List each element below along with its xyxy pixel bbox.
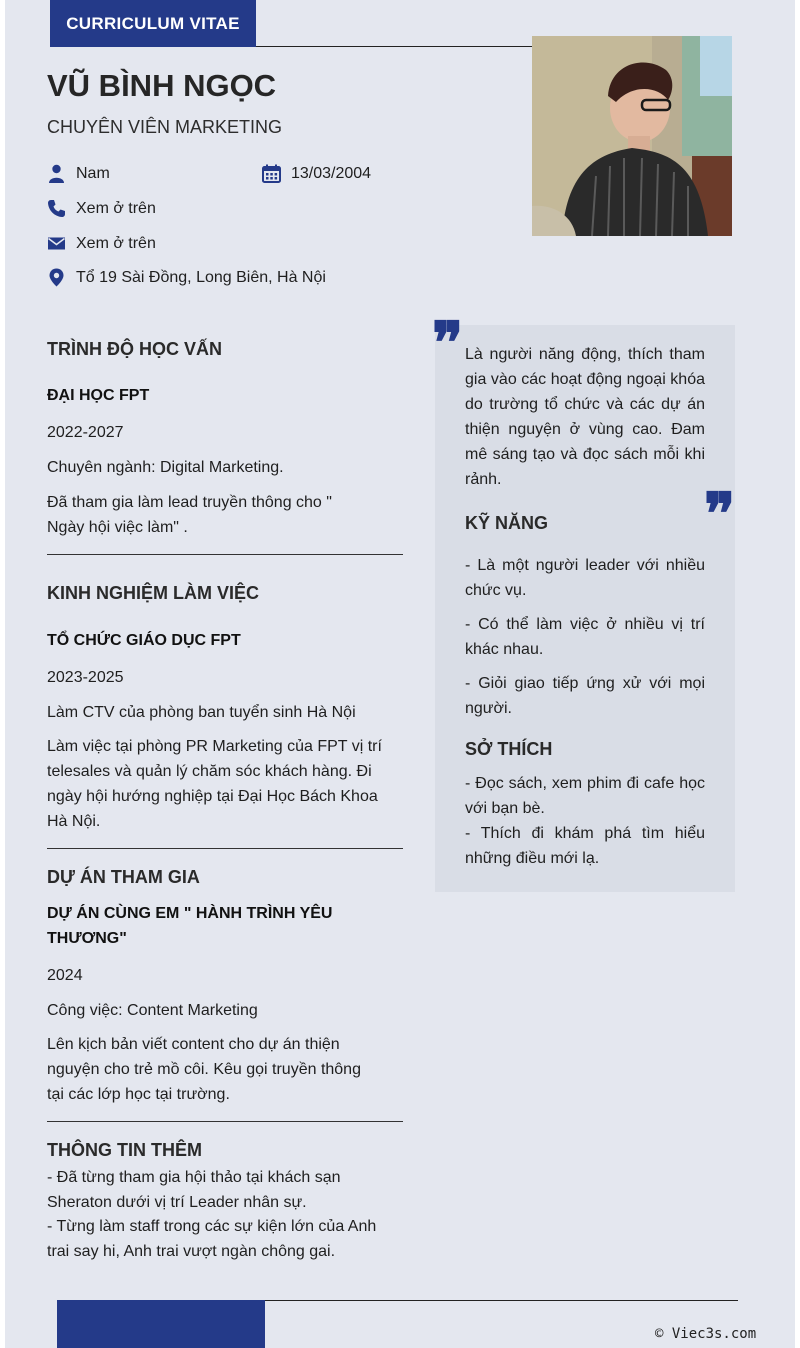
cv-header-tab: CURRICULUM VITAE bbox=[50, 0, 256, 47]
candidate-name: VŨ BÌNH NGỌC bbox=[47, 68, 277, 103]
education-school: ĐẠI HỌC FPT bbox=[47, 387, 150, 404]
email-row bbox=[47, 234, 156, 253]
experience-title: KINH NGHIỆM LÀM VIỆC bbox=[47, 583, 260, 603]
birthday-value: 13/03/2004 bbox=[291, 164, 372, 182]
experience-description: Làm việc tại phòng PR Marketing của FPT vị trí telesales và quản lý chăm sóc khách hàng. Đi ngày hội hướng nghiệp tại Đại Học Bách Khoa Hà Nội. bbox=[47, 738, 382, 830]
header-divider bbox=[256, 46, 532, 47]
skill-item: - Có thể làm việc ở nhiều vị trí khác nhau. bbox=[465, 616, 705, 658]
project-year: 2024 bbox=[47, 967, 83, 984]
extra-title: THÔNG TIN THÊM bbox=[47, 1140, 202, 1160]
project-description: Lên kịch bản viết content cho dự án thiện nguyện cho trẻ mồ côi. Kêu gọi truyền thông tại các lớp học tại trường. bbox=[47, 1036, 361, 1103]
gender-row bbox=[47, 164, 110, 183]
hobby-line-1: - Đọc sách, xem phim đi cafe học với bạn bè. bbox=[465, 775, 705, 817]
address-row bbox=[47, 268, 326, 287]
experience-period: 2023-2025 bbox=[47, 669, 124, 686]
phone-row bbox=[47, 199, 156, 218]
education-period: 2022-2027 bbox=[47, 424, 124, 441]
extra-line-2: - Từng làm staff trong các sự kiện lớn của Anh trai say hi, Anh trai vượt ngàn chông gai. bbox=[47, 1218, 377, 1260]
skill-item: - Giỏi giao tiếp ứng xử với mọi người. bbox=[465, 675, 705, 717]
section-divider bbox=[47, 554, 403, 555]
experience-position: Làm CTV của phòng ban tuyển sinh Hà Nội bbox=[47, 704, 356, 721]
birthday-row bbox=[262, 164, 371, 183]
skill-item: - Là một người leader với nhiều chức vụ. bbox=[465, 557, 705, 599]
footer-divider bbox=[265, 1300, 738, 1301]
about-text: Là người năng động, thích tham gia vào các hoạt động ngoại khóa do trường tổ chức và các dự án thiện nguyện ở vùng cao. Đam mê sáng tạo và đọc sách mỗi khi rảnh. bbox=[465, 346, 705, 488]
gender-value: Nam bbox=[76, 164, 110, 182]
email-value: Xem ở trên bbox=[76, 234, 156, 252]
address-value: Tổ 19 Sài Đồng, Long Biên, Hà Nội bbox=[76, 268, 326, 286]
extra-line-1: - Đã từng tham gia hội thảo tại khách sạn Sheraton dưới vị trí Leader nhân sự. bbox=[47, 1169, 341, 1211]
section-divider bbox=[47, 1121, 403, 1122]
hobbies-title: SỞ THÍCH bbox=[465, 739, 553, 759]
hobby-line-2: - Thích đi khám phá tìm hiểu những điều mới lạ. bbox=[465, 825, 705, 867]
quote-close-icon: ❞ bbox=[704, 480, 736, 548]
profile-photo bbox=[532, 36, 732, 236]
location-icon bbox=[47, 268, 66, 287]
projects-title: DỰ ÁN THAM GIA bbox=[47, 867, 200, 887]
calendar-icon bbox=[262, 164, 281, 183]
candidate-role: CHUYÊN VIÊN MARKETING bbox=[47, 117, 283, 137]
section-divider bbox=[47, 848, 403, 849]
phone-icon bbox=[47, 199, 66, 218]
education-note: Đã tham gia làm lead truyền thông cho " Ngày hội việc làm" . bbox=[47, 494, 332, 536]
mail-icon bbox=[47, 234, 66, 253]
project-name: DỰ ÁN CÙNG EM " HÀNH TRÌNH YÊU THƯƠNG" bbox=[47, 905, 333, 947]
skills-title: KỸ NĂNG bbox=[465, 513, 549, 533]
footer-bar bbox=[57, 1300, 265, 1348]
phone-value: Xem ở trên bbox=[76, 199, 156, 217]
experience-company: TỔ CHỨC GIÁO DỤC FPT bbox=[47, 632, 241, 649]
education-title: TRÌNH ĐỘ HỌC VẤN bbox=[47, 339, 222, 359]
project-job: Công việc: Content Marketing bbox=[47, 1002, 258, 1019]
education-major: Chuyên ngành: Digital Marketing. bbox=[47, 459, 284, 476]
user-icon bbox=[47, 164, 66, 183]
quote-open-icon: ❞ bbox=[432, 309, 464, 377]
copyright-text: © Viec3s.com bbox=[655, 1326, 757, 1342]
